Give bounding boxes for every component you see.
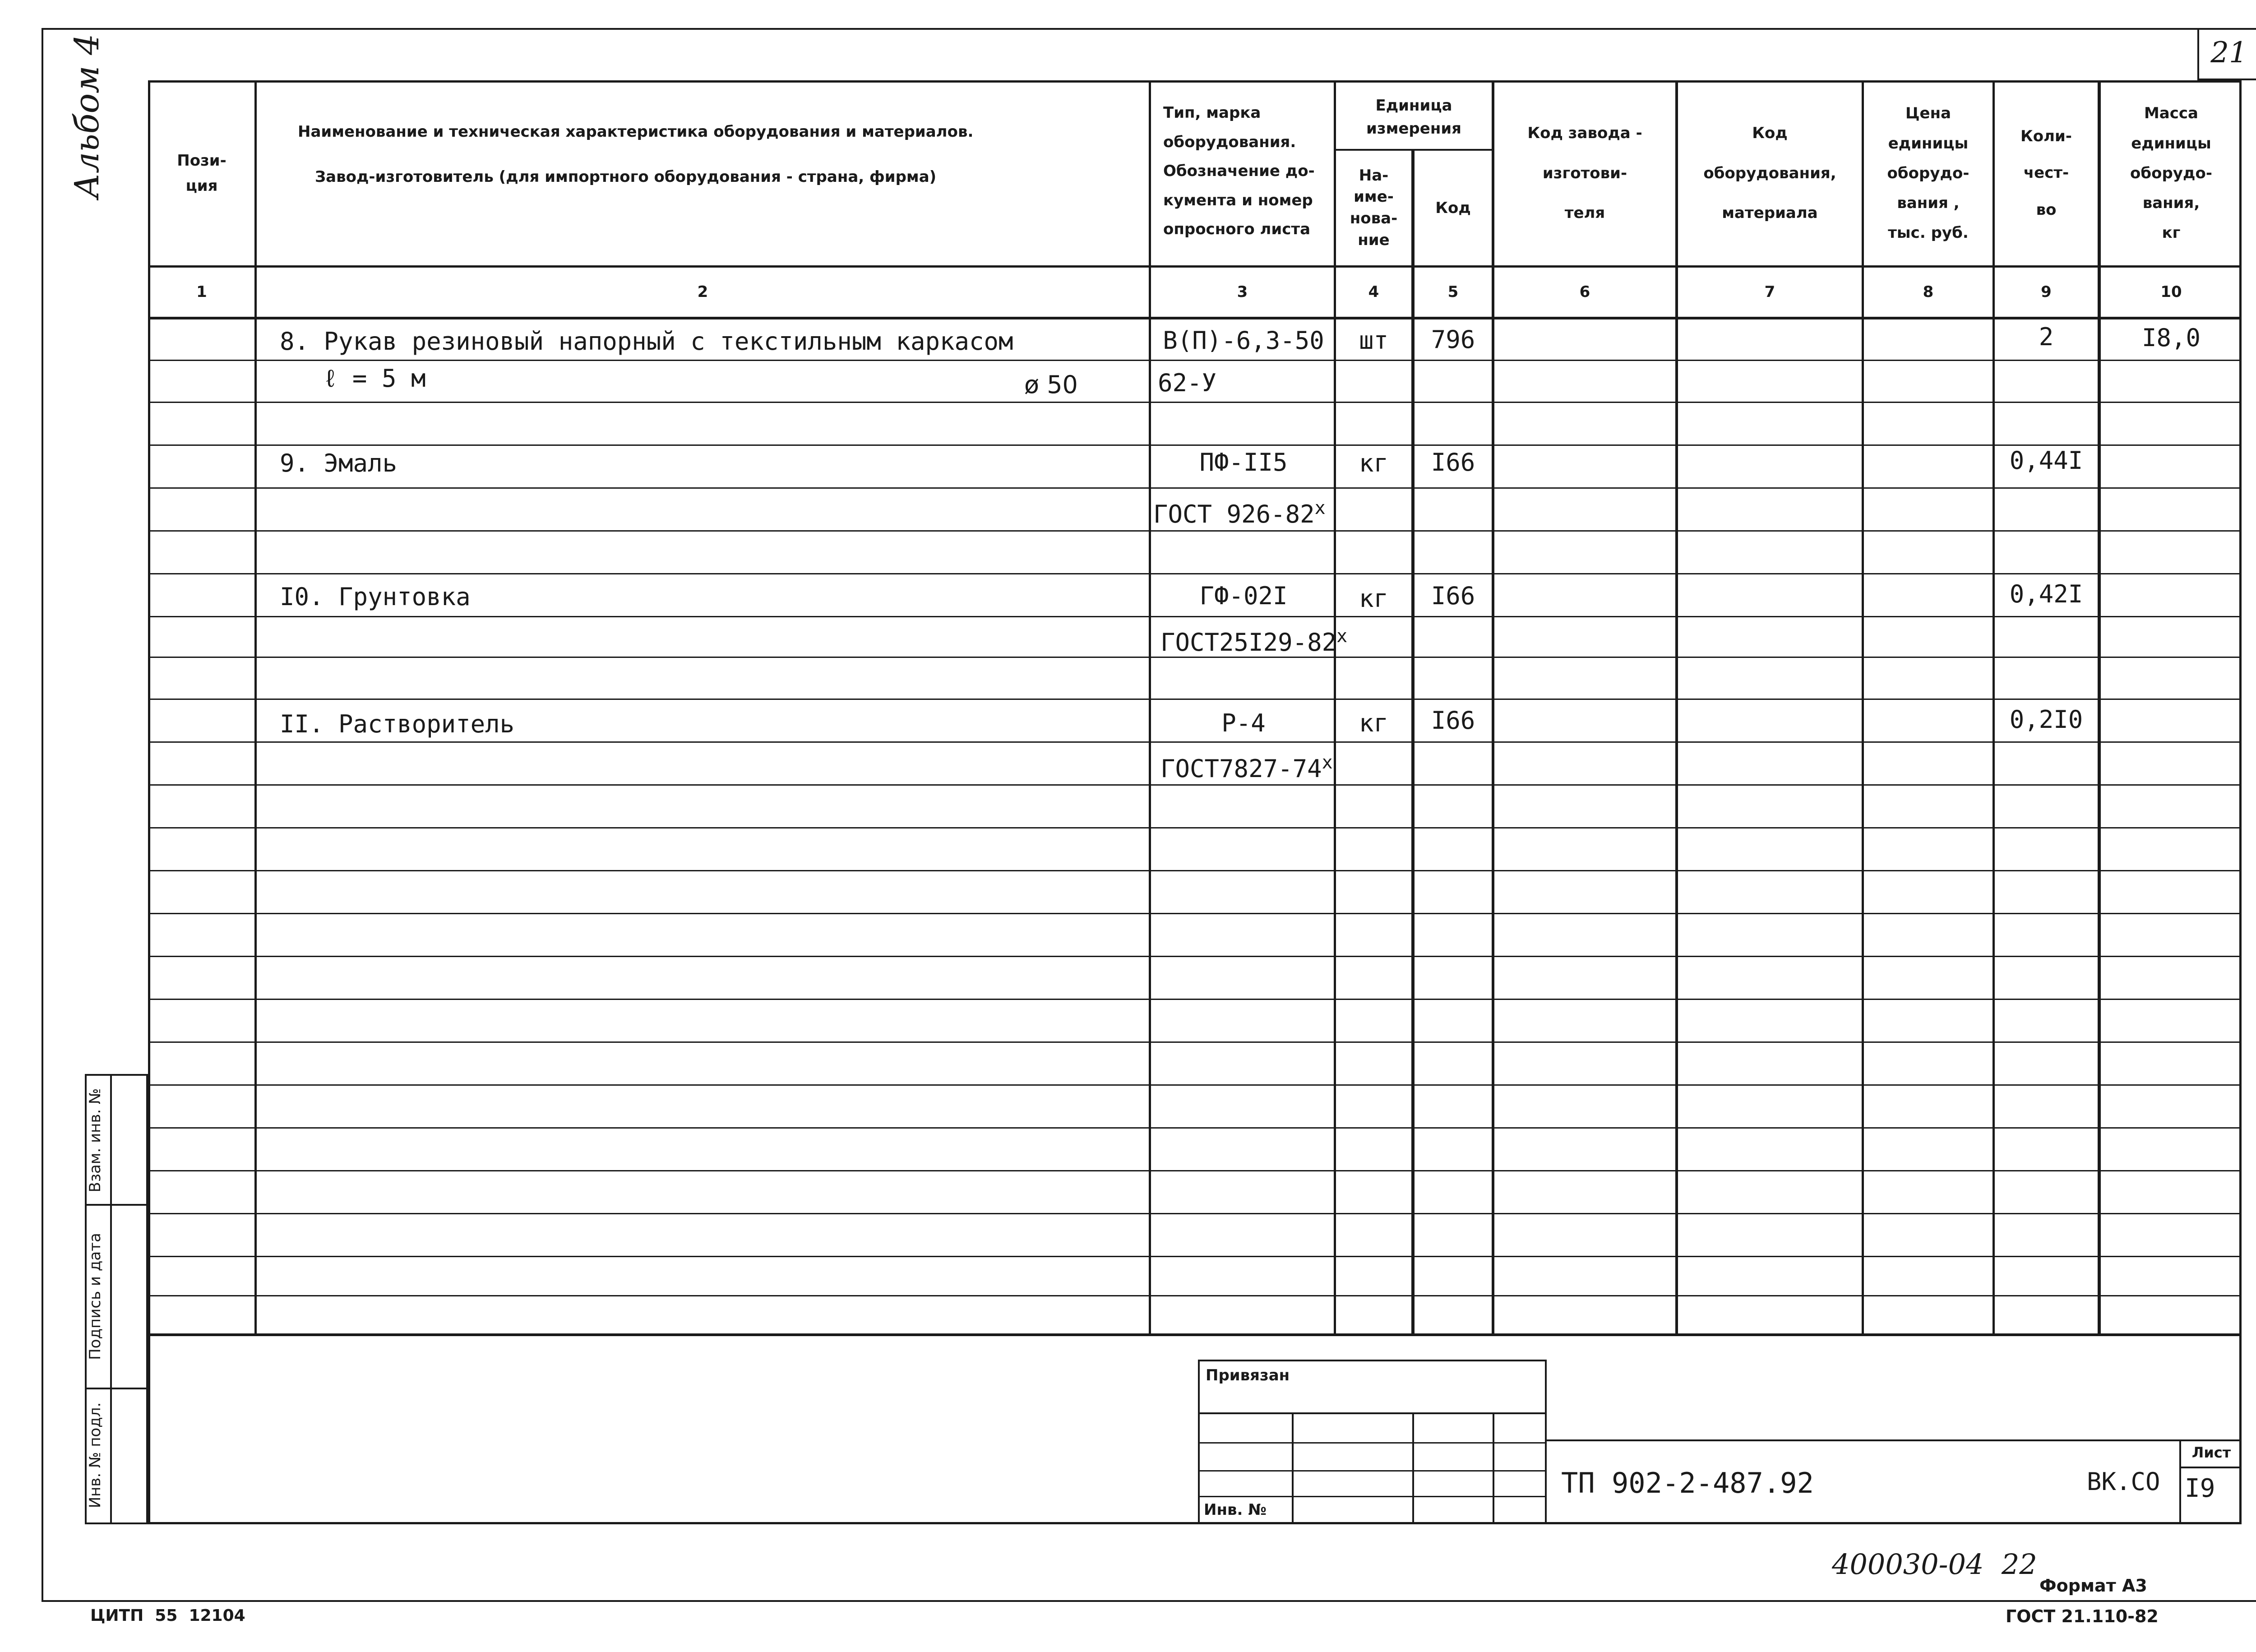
row-name: 8. Рукав резиновый напорный с текстильным каркасом (280, 327, 1013, 356)
row-diameter: ø 50 (1024, 370, 1078, 399)
header-name (298, 124, 1146, 185)
row-qty: 0,44I (2009, 446, 2083, 475)
header-mass: Масса единицы оборудо- вания, кг (2130, 104, 2212, 242)
stamp-vzam-inv: Взам. инв. № (86, 1088, 104, 1193)
stamp-inv-podl: Инв. № подл. (86, 1402, 104, 1509)
row-code: I66 (1431, 706, 1475, 735)
printer-stamp: ЦИТП 55 12104 (90, 1606, 245, 1625)
section-code: ВК.СО (2087, 1467, 2160, 1496)
row-qty: 0,42I (2009, 580, 2083, 608)
row-qty: 0,2I0 (2009, 705, 2083, 734)
inv-no-label: Инв. № (1204, 1501, 1267, 1519)
row-code: I66 (1431, 448, 1475, 477)
sheet-number: I9 (2185, 1474, 2215, 1503)
col-number-9: 9 (2041, 283, 2052, 301)
row-type: В(П)-6,3-50 (1163, 326, 1324, 355)
row-type: ПФ-II5 (1199, 448, 1288, 477)
col-number-10: 10 (2160, 283, 2182, 301)
row-type (1160, 627, 1347, 655)
header-name-line1: Наименование и техническая характеристика оборудования и материалов. (298, 123, 974, 141)
header-position: Пози- ция (177, 151, 227, 195)
row-type-text: ГОСТ 926-82 (1153, 500, 1315, 528)
header-unit-group: Единица измерения (1366, 97, 1461, 138)
header-quantity: Коли- чест- во (2020, 127, 2072, 219)
header-price: Цена единицы оборудо- вания , тыс. руб. (1887, 104, 1969, 242)
header-name-line2: Завод-изготовитель (для импортного оборудования - страна, фирма) (315, 168, 937, 186)
col-number-5: 5 (1447, 283, 1459, 301)
header-unit-code: Код (1435, 199, 1471, 217)
row-unit: кг (1359, 709, 1389, 737)
sheet-label: Лист (2191, 1444, 2231, 1461)
col-number-2: 2 (697, 283, 708, 301)
gost-label: ГОСТ 21.110-82 (2006, 1606, 2159, 1626)
row-type: 62-У (1158, 369, 1217, 397)
row-type-text: ГОСТ7827-74 (1160, 754, 1322, 783)
col-number-1: 1 (196, 283, 207, 301)
col-number-6: 6 (1579, 283, 1590, 301)
col-number-3: 3 (1237, 283, 1248, 301)
row-type-text: ГОСТ25I29-82 (1160, 628, 1337, 657)
row-type: ГФ-02I (1199, 582, 1288, 610)
row-type-sup: x (1314, 498, 1326, 518)
row-type-sup: x (1322, 752, 1333, 773)
header-unit-name: На- име- нова- ние (1350, 166, 1398, 249)
row-name: I0. Грунтовка (280, 583, 471, 611)
col-number-4: 4 (1368, 283, 1379, 301)
format-label: Формат А3 (2039, 1576, 2147, 1596)
row-unit: шт (1359, 326, 1389, 355)
row-name: II. Растворитель (280, 710, 515, 738)
row-code: I66 (1431, 582, 1475, 610)
privyazan-label: Привязан (1206, 1366, 1290, 1384)
row-type (1153, 499, 1326, 527)
header-maker-code: Код завода - изготови- теля (1527, 124, 1642, 222)
row-type-sup: x (1336, 626, 1348, 647)
row-unit: кг (1359, 449, 1389, 477)
row-code: 796 (1431, 325, 1475, 354)
col-number-8: 8 (1923, 283, 1934, 301)
designation: ТП 902-2-487.92 (1561, 1467, 1814, 1499)
row-unit: кг (1359, 584, 1389, 613)
row-type (1160, 754, 1333, 781)
row-name: 9. Эмаль (280, 449, 398, 477)
header-equip-code: Код оборудования, материала (1703, 124, 1836, 222)
album-note: Альбом 4 (68, 33, 106, 199)
row-qty: 2 (2039, 323, 2054, 351)
col-number-7: 7 (1764, 283, 1775, 301)
row-type: Р-4 (1221, 709, 1266, 737)
corner-number: 21 (2210, 36, 2247, 69)
row-mass: I8,0 (2141, 324, 2201, 352)
stamp-podpis-data: Подпись и дата (86, 1233, 104, 1360)
row-name-sub: ℓ = 5 м (323, 364, 426, 393)
bottom-handwritten: 400030-04 22 (1832, 1548, 2037, 1581)
header-type: Тип, марка оборудования. Обозначение до- кумента и номер опросного листа (1163, 104, 1315, 239)
